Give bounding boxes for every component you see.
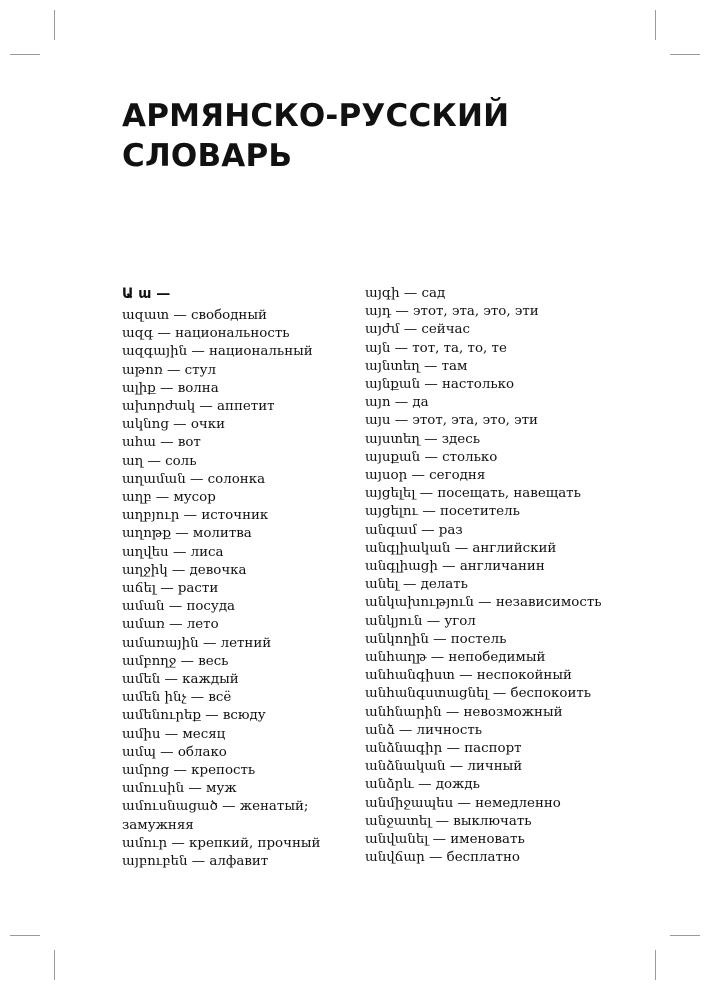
dictionary-entry: ամբողջ — весь <box>122 653 229 669</box>
dictionary-entry: այո — да <box>365 395 429 411</box>
dictionary-entry: աթոռ — стул <box>122 362 216 378</box>
dictionary-entry: ամառային — летний <box>122 635 272 651</box>
dictionary-entry: ամառ — лето <box>122 617 219 633</box>
dictionary-entry: անգլիացի — англичанин <box>365 559 545 575</box>
dictionary-entry: անմիջապես — немедленно <box>365 795 561 811</box>
dictionary-entry: այսօր — сегодня <box>365 468 486 484</box>
dictionary-entry: ակնոց — очки <box>122 417 226 433</box>
dictionary-entry: ամպ — облако <box>122 744 227 760</box>
dictionary-entry: այբուբեն — алфавит <box>122 854 269 870</box>
title-line-1: АРМЯНСКО-РУССКИЙ <box>122 98 510 134</box>
dictionary-entry: անջատել — выключать <box>365 813 532 829</box>
dictionary-entry: անձնական — личный <box>365 759 523 775</box>
dictionary-entry: աղ — соль <box>122 453 197 469</box>
dictionary-entry: այդ — этот, эта, это, эти <box>365 304 539 320</box>
dictionary-entry: անձրև — дождь <box>365 777 480 793</box>
dictionary-entry: անձնագիր — паспорт <box>365 741 522 757</box>
dictionary-entry: անհանգիստ — неспокойный <box>365 668 572 684</box>
dictionary-entry: աճել — расти <box>122 581 219 597</box>
dictionary-entry: աղվես — лиса <box>122 544 224 560</box>
crop-mark-bottom-right-horizontal <box>670 935 700 936</box>
dictionary-entry: անկախություն — независимость <box>365 595 602 611</box>
dictionary-entry: ազգ — национальность <box>122 326 290 342</box>
dictionary-entry: աղբյուր — источник <box>122 508 269 524</box>
dictionary-entry: ամուր — крепкий, прочный <box>122 835 321 851</box>
dictionary-entry: ամենուրեք — всюду <box>122 708 266 724</box>
dictionary-column-left <box>122 285 352 871</box>
dictionary-entry: անկյուն — угол <box>365 613 476 629</box>
dictionary-entry: անվճար — бесплатно <box>365 850 520 866</box>
letter-heading: Ա ա — <box>122 286 171 302</box>
dictionary-entry: այսքան — столько <box>365 449 498 465</box>
dictionary-entry: անհանգստացնել — беспокоить <box>365 686 592 702</box>
dictionary-entry: անհնարին — невозможный <box>365 704 563 720</box>
dictionary-entry: աղաման — солонка <box>122 471 266 487</box>
dictionary-entry: այցելել — посещать, навещать <box>365 486 581 502</box>
page-title <box>122 96 509 176</box>
dictionary-entry: աղբ — мусор <box>122 490 216 506</box>
dictionary-entry: այստեղ — здесь <box>365 431 481 447</box>
dictionary-entry: այս — этот, эта, это, эти <box>365 413 538 429</box>
dictionary-entry: ահա — вот <box>122 435 201 451</box>
dictionary-entry: ալիք — волна <box>122 380 219 396</box>
dictionary-entry: անգլիական — английский <box>365 540 557 556</box>
dictionary-entry: աղջիկ — девочка <box>122 562 247 578</box>
dictionary-entry: ամուսնացած — женатый; замужняя <box>122 799 309 833</box>
dictionary-entry: այցելու — посетитель <box>365 504 520 520</box>
crop-mark-bottom-left-horizontal <box>10 935 40 936</box>
dictionary-entry: այգի — сад <box>365 286 446 301</box>
dictionary-entry: ազատ — свободный <box>122 308 267 323</box>
dictionary-entry: այն — тот, та, то, те <box>365 340 507 356</box>
crop-mark-bottom-left-vertical <box>54 950 55 980</box>
dictionary-entry: այնտեղ — там <box>365 358 468 374</box>
dictionary-entry: ամեն ինչ — всё <box>122 690 232 706</box>
dictionary-entry: այնքան — настолько <box>365 377 515 393</box>
dictionary-entry: անձ — личность <box>365 722 483 738</box>
dictionary-entry: անել — делать <box>365 577 468 593</box>
dictionary-entry: անհաղթ — непобедимый <box>365 650 546 666</box>
dictionary-entry: ամրոց — крепость <box>122 763 256 779</box>
dictionary-entry: այժմ — сейчас <box>365 322 471 338</box>
dictionary-entry: անգամ — раз <box>365 522 463 538</box>
dictionary-entry: ախորժակ — аппетит <box>122 399 275 415</box>
dictionary-entry: ամեն — каждый <box>122 672 239 688</box>
dictionary-entry: ամուսին — муж <box>122 781 237 797</box>
dictionary-entry: աղոթք — молитва <box>122 526 252 542</box>
dictionary-entry: աման — посуда <box>122 599 236 615</box>
dictionary-entry: ազգային — национальный <box>122 344 313 360</box>
dictionary-column-right <box>365 285 615 868</box>
dictionary-entry: անվանել — именовать <box>365 832 525 848</box>
crop-mark-top-left-vertical <box>54 10 55 40</box>
crop-mark-bottom-right-vertical <box>655 950 656 980</box>
dictionary-entry: անկողին — постель <box>365 631 507 647</box>
title-line-2: СЛОВАРЬ <box>122 138 293 174</box>
crop-mark-top-left-horizontal <box>10 54 40 55</box>
dictionary-entry: ամիս — месяц <box>122 726 226 742</box>
crop-mark-top-right-vertical <box>655 10 656 40</box>
crop-mark-top-right-horizontal <box>670 54 700 55</box>
